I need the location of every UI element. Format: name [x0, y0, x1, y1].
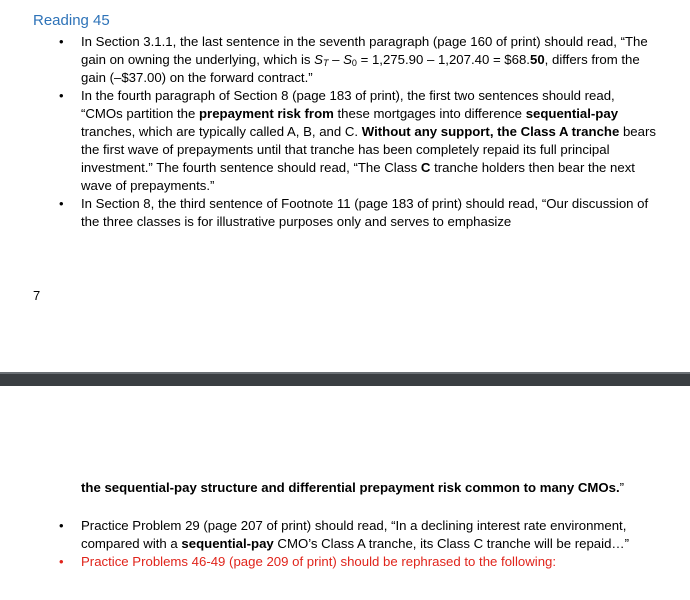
- errata-list-bottom: [0, 517, 690, 571]
- errata-list-top: [0, 33, 690, 231]
- bullet-icon: •: [59, 518, 64, 533]
- bullet-icon: •: [59, 554, 64, 569]
- page-separator: [0, 372, 690, 386]
- list-item: • Practice Problems 46-49 (page 209 of print) should be rephrased to the following:: [59, 554, 557, 569]
- bullet-icon: •: [59, 34, 64, 49]
- list-item: • In the fourth paragraph of Section 8 (page 183 of print), the first two sentences should read, “CMOs partition the prepayment risk from these mortgages into difference sequential-pay tranches, which are typically called A, B, and C. Without any support, the Class A tranche bears the first wave of prepayments until that tranche has been completely repaid its full principal investment.” The fourth sentence should read, “The Class C tranche holders then bear the next wave of prepayments.”: [59, 88, 656, 193]
- bullet-icon: •: [59, 88, 64, 103]
- list-item: • In Section 8, the third sentence of Footnote 11 (page 183 of print) should read, “Our discussion of the three classes is for illustrative purposes only and serves to emphasize: [59, 196, 649, 229]
- list-item: • In Section 3.1.1, the last sentence in the seventh paragraph (page 160 of print) should read, “The gain on owning the underlying, which is $S_T - S_0 = 1,275.90 - 1,207.40$ = $68.50, differs from the gain (–$37.00) on the forward contract.”: [59, 34, 648, 85]
- reading-heading: Reading 45: [33, 12, 110, 29]
- continuation-text: the sequential-pay structure and differential prepayment risk common to many CMOs.”: [81, 480, 625, 495]
- bullet-icon: •: [59, 196, 64, 211]
- page-number: 7: [33, 288, 41, 303]
- document-page-bottom: [0, 386, 690, 600]
- list-item: • Practice Problem 29 (page 207 of print) should read, “In a declining interest rate environment, compared with a sequential-pay CMO’s Class A tranche, its Class C tranche will be repaid…”: [59, 518, 629, 551]
